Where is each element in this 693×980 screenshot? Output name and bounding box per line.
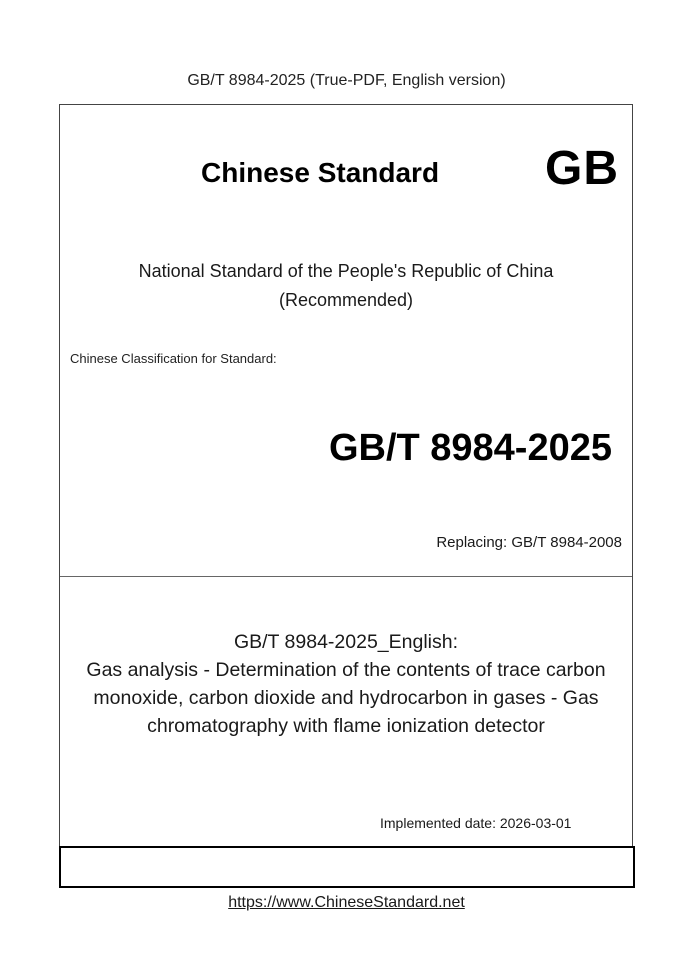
cover-frame <box>59 104 633 848</box>
title-line: Gas analysis - Determination of the contents of trace carbon <box>86 659 606 681</box>
recommended-line: (Recommended) <box>278 290 414 310</box>
title-line: monoxide, carbon dioxide and hydrocarbon in gases - Gas <box>93 687 599 709</box>
replacing-note: Replacing: GB/T 8984-2008 <box>436 534 622 551</box>
cover-bottom-box <box>59 846 635 888</box>
website-link[interactable]: https://www.ChineseStandard.net <box>228 894 465 911</box>
standard-number: GB/T 8984-2025 <box>328 427 612 469</box>
chinese-standard-heading: Chinese Standard <box>201 157 440 188</box>
gb-mark: GB <box>545 142 619 195</box>
national-standard-line: National Standard of the People's Republic of China <box>138 261 554 281</box>
national-standard-text <box>60 257 632 315</box>
title-line: GB/T 8984-2025_English: <box>233 631 459 653</box>
document-header-title: GB/T 8984-2025 (True-PDF, English version) <box>187 72 506 89</box>
cover-title-section <box>60 577 632 847</box>
implemented-date: Implemented date: 2026-03-01 <box>380 815 572 831</box>
title-line: chromatography with flame ionization detector <box>147 715 545 737</box>
cover-top-section <box>60 105 632 577</box>
standard-title <box>60 628 632 740</box>
classification-label: Chinese Classification for Standard: <box>70 351 277 366</box>
